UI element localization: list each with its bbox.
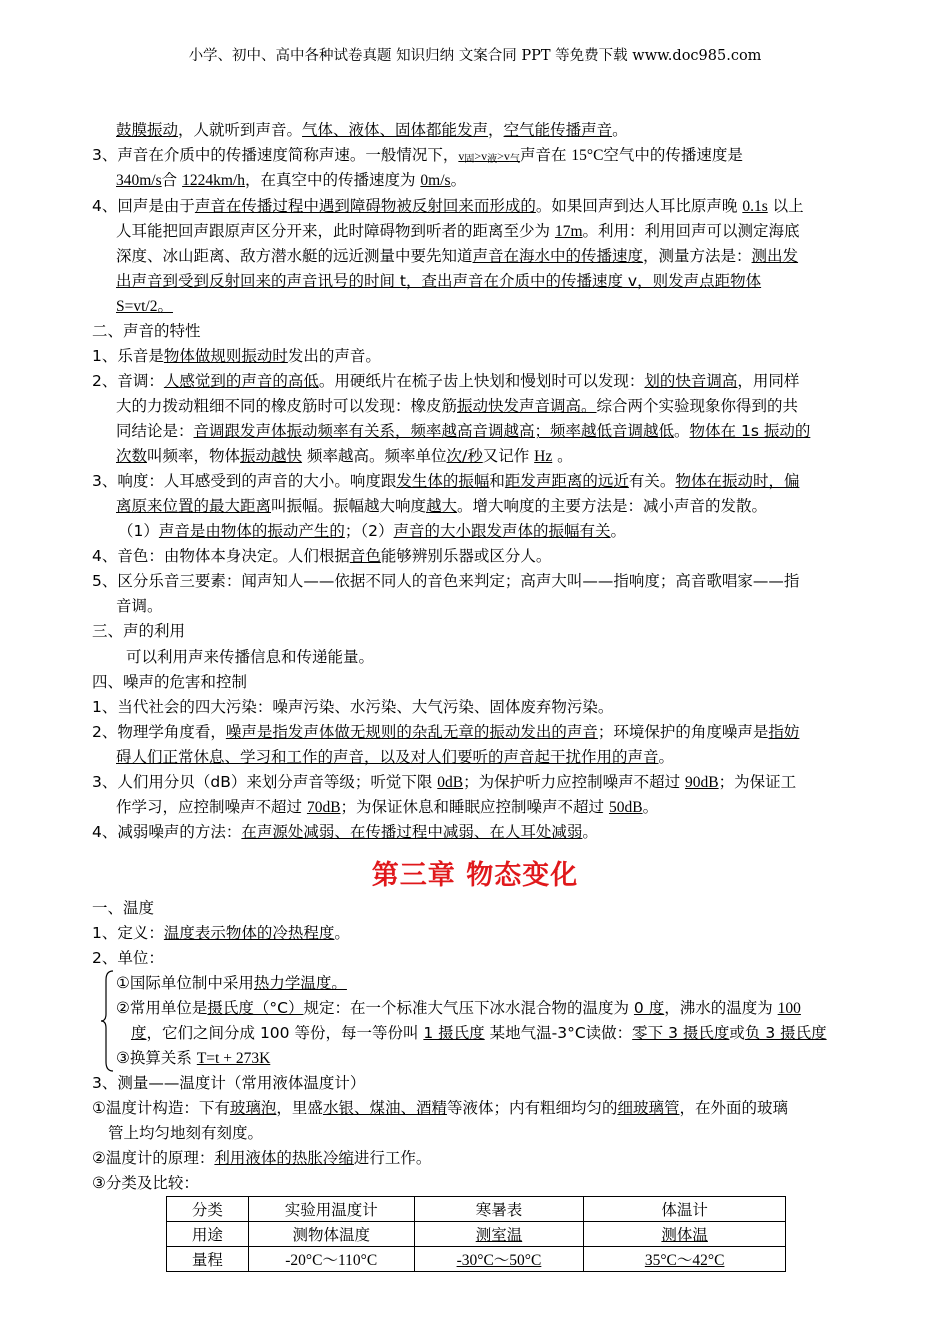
section-heading: 三、声的利用 [92,622,186,640]
text-line: 鼓膜振动，人就听到声音。气体、液体、固体都能发声，空气能传播声音。 [116,121,628,139]
table-cell: -20°C～110°C [248,1247,414,1272]
text-line: 管上均匀地刻有刻度。 [108,1124,264,1142]
table-cell: 测体温 [584,1222,786,1247]
table-header-cell: 分类 [167,1197,249,1222]
text-line: ①国际单位制中采用热力学温度。 [116,974,347,992]
text-line: ②温度计的原理：利用液体的热胀冷缩进行工作。 [92,1149,432,1167]
table-cell: 测物体温度 [248,1222,414,1247]
text-line: 2、物理学角度看，噪声是指发声体做无规则的杂乱无章的振动发出的声音；环境保护的角度噪声是指妨 [92,723,800,741]
table-row [167,1247,786,1272]
text-line: ③分类及比较： [92,1174,199,1192]
text-line: 次数叫频率，物体振动越快 频率越高。频率单位次/秒又记作 Hz 。 [116,447,573,465]
text-line: 离原来位置的最大距离叫振幅。振幅越大响度越大。增大响度的主要方法是：减小声音的发散。 [116,497,768,515]
text-line: 4、减弱噪声的方法：在声源处减弱、在传播过程中减弱、在人耳处减弱。 [92,823,598,841]
table-cell: 量程 [167,1247,249,1272]
table-cell: 35°C～42°C [584,1247,786,1272]
text-line: 人耳能把回声跟原声区分开来，此时障碍物到听者的距离至少为 17m。利用：利用回声可以测定海底 [116,222,800,240]
text-line: 1、当代社会的四大污染：噪声污染、水污染、大气污染、固体废弃物污染。 [92,698,614,716]
table-cell: -30°C～50°C [414,1247,584,1272]
table-cell: 用途 [167,1222,249,1247]
text-line: 同结论是：音调跟发声体振动频率有关系，频率越高音调越高；频率越低音调越低。物体在 1s 振动的 [116,422,811,440]
text-line: 碍人们正常休息、学习和工作的声音，以及对人们要听的声音起干扰作用的声音。 [116,748,675,766]
text-line: 3、声音在介质中的传播速度简称声速。一般情况下，$v_固>v_液>v_气$声音在 15°C空气中的传播速度是 [92,146,743,165]
table-header-cell: 寒暑表 [414,1197,584,1222]
text-line: 5、区分乐音三要素：闻声知人——依据不同人的音色来判定；高声大叫——指响度；高音歌唱家——指 [92,572,800,590]
brace-icon [100,970,114,1072]
table-cell: 测室温 [414,1222,584,1247]
text-line: ①温度计构造：下有玻璃泡，里盛水银、煤油、酒精等液体；内有粗细均匀的细玻璃管，在外面的玻璃 [92,1099,788,1117]
text-line: 3、测量——温度计（常用液体温度计） [92,1074,366,1092]
thermometer-comparison-table [166,1196,786,1272]
text-line: （1）声音是由物体的振动产生的；（2）声音的大小跟发声体的振幅有关。 [118,522,627,540]
text-line: 4、音色：由物体本身决定。人们根据音色能够辨别乐器或区分人。 [92,547,552,565]
text-line: 3、人们用分贝（dB）来划分声音等级；听觉下限 0dB；为保护听力应控制噪声不超过 90dB；为保证工 [92,773,797,791]
text-line: ③换算关系 T=t + 273K [116,1049,271,1067]
section-heading: 二、声音的特性 [92,322,201,340]
text-line: 可以利用声来传播信息和传递能量。 [126,648,375,666]
text-line: ②常用单位是摄氏度（°C）规定：在一个标准大气压下冰水混合物的温度为 0 度，沸水的温度为 100 [116,999,801,1017]
text-line: 2、音调：人感觉到的声音的高低。用硬纸片在梳子齿上快划和慢划时可以发现：划的快音调高，用同样 [92,372,800,390]
text-line: 3、响度：人耳感受到的声音的大小。响度跟发生体的振幅和距发声距离的远近有关。物体在振动时，偏 [92,472,800,490]
table-row [167,1222,786,1247]
text-line: 2、单位： [92,949,164,967]
section-heading: 一、温度 [92,899,155,917]
text-line: 出声音到受到反射回来的声音讯号的时间 t，查出声音在介质中的传播速度 v，则发声点距物体 [116,272,762,290]
chapter-title: 第三章 物态变化 [371,860,579,891]
text-line: 4、回声是由于声音在传播过程中遇到障碍物被反射回来而形成的。如果回声到达人耳比原声晚 0.1s 以上 [92,197,804,215]
text-line: 大的力拨动粗细不同的橡皮筋时可以发现：橡皮筋振动快发声音调高。综合两个实验现象你得到的共 [116,397,799,415]
text-line: 340m/s合 1224km/h，在真空中的传播速度为 0m/s。 [116,171,467,189]
text-line: 音调。 [116,597,163,615]
page-header: 小学、初中、高中各种试卷真题 知识归纳 文案合同 PPT 等免费下载 www.doc985.com [188,48,762,64]
text-line: 深度、冰山距离、敌方潜水艇的远近测量中要先知道声音在海水中的传播速度，测量方法是：测出发 [116,247,799,265]
text-line: 度，它们之间分成 100 等份，每一等份叫 1 摄氏度 某地气温-3°C读做：零下 3 摄氏度或负 3 摄氏度 [131,1024,827,1042]
text-line: 1、乐音是物体做规则振动时发出的声音。 [92,347,381,365]
text-line: 作学习，应控制噪声不超过 70dB；为保证休息和睡眠应控制噪声不超过 50dB。 [116,798,659,816]
text-line: S=vt/2。 [116,298,173,315]
text-line: 1、定义：温度表示物体的冷热程度。 [92,924,350,942]
section-heading: 四、噪声的危害和控制 [92,673,248,691]
table-header-cell: 体温计 [584,1197,786,1222]
table-header-cell: 实验用温度计 [248,1197,414,1222]
table-header-row [167,1197,786,1222]
